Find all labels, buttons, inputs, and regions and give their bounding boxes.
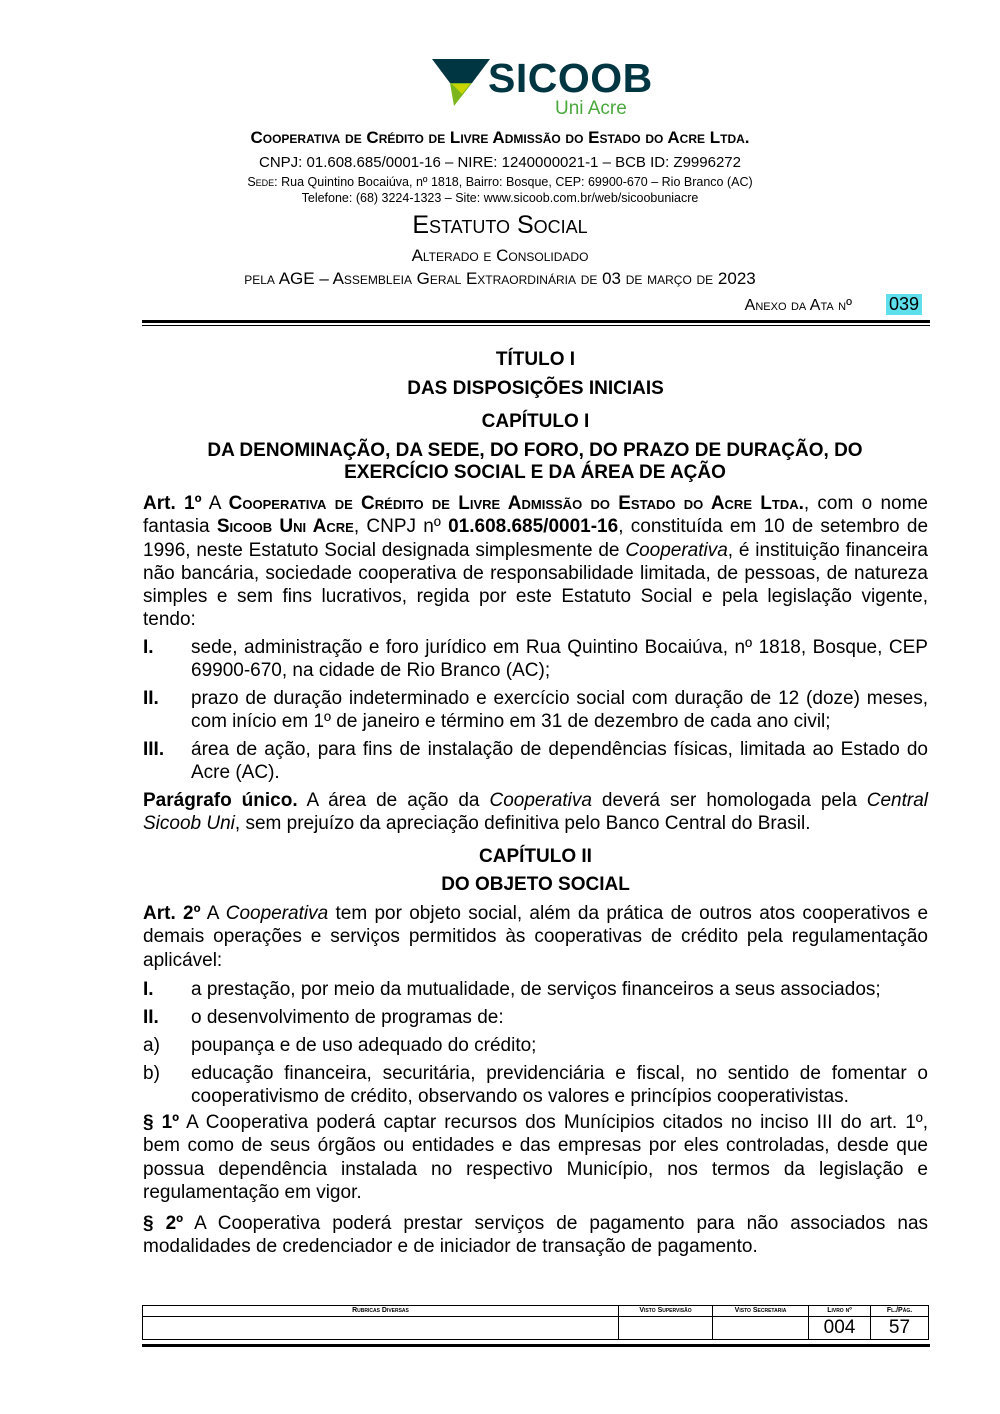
list-item: [143, 636, 928, 683]
paragraph-1: [143, 1111, 928, 1204]
list-item: [143, 978, 928, 1001]
chapter2-heading: CAPÍTULO II: [479, 846, 592, 867]
art1-text: , com o nome fantasia: [143, 493, 928, 538]
document-subtitle: Alterado e Consolidado: [411, 246, 589, 265]
par1-label: § 1º: [143, 1112, 180, 1133]
list-text: prazo de duração indeterminado e exercício social com duração de 12 (doze) meses, com início em 1º de janeiro e término em 31 de dezembro de cada ano civil;: [191, 688, 928, 733]
header-rule: [142, 320, 930, 323]
list-text: educação financeira, securitária, previdenciária e fiscal, no sentido de fomentar o cooperativismo de crédito, observando os valores e princípios cooperativistas.: [191, 1063, 928, 1108]
list-item: [143, 1034, 928, 1057]
art1-term: Cooperativa: [625, 539, 728, 561]
header-rule-thin: [142, 325, 930, 326]
footer-rubricas-cell: [143, 1317, 619, 1340]
list-item: [143, 1062, 928, 1109]
list-marker: I.: [143, 979, 154, 1000]
footer-header-livro: Livro nº: [809, 1306, 871, 1317]
sole-text: , sem prejuízo da apreciação definitiva pelo Banco Central do Brasil.: [234, 813, 811, 835]
par2-text: A Cooperativa poderá prestar serviços de pagamento para não associados nas modalidades de credenciador e de iniciador de transação de pagamento.: [143, 1213, 929, 1258]
par2-label: § 2º: [143, 1213, 184, 1234]
footer-header-folha: Fl./Pág.: [871, 1306, 929, 1317]
footer-header-rubricas: Rubricas Diversas: [143, 1306, 619, 1317]
list-item: [143, 687, 928, 734]
list-text: a prestação, por meio da mutualidade, de serviços financeiros a seus associados;: [191, 979, 881, 1000]
cooperative-name: Cooperativa de Crédito de Livre Admissão do Estado do Acre Ltda.: [250, 128, 750, 147]
contact-line: Telefone: (68) 3224-1323 – Site: www.sicoob.com.br/web/sicoobuniacre: [301, 191, 699, 205]
art2-text: A: [206, 903, 219, 924]
list-item: [143, 738, 928, 785]
art2-term: Cooperativa: [225, 903, 329, 924]
footer-header-supervisao: Visto Supervisão: [619, 1306, 713, 1317]
list-marker: II.: [143, 1007, 159, 1028]
sole-paragraph: [143, 789, 928, 836]
art1-text: , CNPJ nº: [353, 516, 441, 538]
art1-text: , constituída em 10 de setembro de 1996, neste Estatuto Social designada simplesmente de: [143, 516, 929, 561]
annex-number: 039: [886, 294, 922, 315]
footer-header-secretaria: Visto Secretaria: [713, 1306, 809, 1317]
annex-reference: [745, 294, 922, 315]
address-line: [0, 175, 1000, 189]
sole-label: Parágrafo único.: [143, 790, 298, 811]
art1-coop-name: Cooperativa de Crédito de Livre Admissão do Estado do Acre Ltda.: [228, 493, 804, 514]
document-title: Estatuto Social: [412, 211, 588, 239]
art2-label: Art. 2º: [143, 903, 201, 924]
sole-term: Central Sicoob Uni: [143, 790, 929, 835]
list-text: área de ação, para fins de instalação de dependências físicas, limitada ao Estado do Acre (AC).: [191, 739, 928, 784]
list-text: poupança e de uso adequado do crédito;: [191, 1035, 537, 1056]
chapter1-name: DA DENOMINAÇÃO, DA SEDE, DO FORO, DO PRAZO DE DURAÇÃO, DO EXERCÍCIO SOCIAL E DA ÁREA DE AÇÃO: [207, 440, 863, 483]
annex-label: Anexo da Ata nº: [744, 297, 852, 314]
sicoob-v-icon: [432, 56, 492, 108]
registration-ids: CNPJ: 01.608.685/0001-16 – NIRE: 1240000021-1 – BCB ID: Z9996272: [259, 154, 741, 171]
sicoob-logo: [432, 55, 653, 120]
chapter1-heading: CAPÍTULO I: [481, 411, 590, 432]
art1-label: Art. 1º: [143, 493, 202, 514]
art2-text: tem por objeto social, além da prática de outros atos cooperativos e demais operações e serviços permitidos às cooperativas de crédito pela regulamentação aplicável:: [143, 903, 929, 971]
footer-livro-value: 004: [809, 1317, 871, 1340]
list-marker: III.: [143, 739, 165, 760]
title-heading: TÍTULO I: [495, 349, 576, 370]
logo-branch: Uni Acre: [555, 98, 627, 119]
sole-term: Cooperativa: [489, 790, 592, 811]
article-2: [143, 902, 928, 972]
address-label: Sede:: [247, 175, 278, 189]
chapter2-name: DO OBJETO SOCIAL: [441, 874, 630, 895]
address-text: Rua Quintino Bocaiúva, nº 1818, Bairro: Bosque, CEP: 69900-670 – Rio Branco (AC): [281, 175, 753, 189]
footer-secretaria-cell: [713, 1317, 809, 1340]
list-text: sede, administração e foro jurídico em Rua Quintino Bocaiúva, nº 1818, Bosque, CEP 69900-670, na cidade de Rio Branco (AC);: [191, 637, 928, 682]
par1-text: A Cooperativa poderá captar recursos dos Munícipios citados no inciso III do art. 1º, bem como de seus órgãos ou entidades e das empresas por eles controladas, desde que possua dependência instalada no respectivo Município, nos termos da legislação e regulamentação em vigor.: [143, 1112, 929, 1203]
paragraph-2: [143, 1212, 928, 1259]
footer-table: [142, 1305, 930, 1340]
art1-cnpj: 01.608.685/0001-16: [448, 516, 619, 538]
document-subtitle-date: pela AGE – Assembleia Geral Extraordinária de 03 de março de 2023: [244, 269, 756, 288]
footer-folha-value: 57: [871, 1317, 929, 1340]
list-marker: a): [143, 1035, 160, 1056]
sole-text: A área de ação da: [306, 790, 480, 811]
art1-text: , é instituição financeira não bancária, sociedade cooperativa de responsabilidade limitada, de pessoas, de natureza simples e sem fins lucrativos, regida por este Estatuto Social e pela legislação vigente, tendo:: [143, 539, 929, 631]
list-marker: I.: [143, 637, 154, 658]
art1-text: A: [208, 493, 221, 514]
list-marker: b): [143, 1063, 160, 1084]
footer-supervisao-cell: [619, 1317, 713, 1340]
footer-rule: [142, 1344, 930, 1347]
list-marker: II.: [143, 688, 159, 709]
sole-text: deverá ser homologada pela: [601, 790, 857, 811]
art1-fantasy-name: Sicoob Uni Acre: [216, 516, 354, 538]
title-name: DAS DISPOSIÇÕES INICIAIS: [407, 378, 664, 399]
list-item: [143, 1006, 928, 1029]
list-text: o desenvolvimento de programas de:: [191, 1007, 504, 1028]
logo-brand: SICOOB: [488, 55, 653, 101]
article-1: [143, 492, 928, 632]
